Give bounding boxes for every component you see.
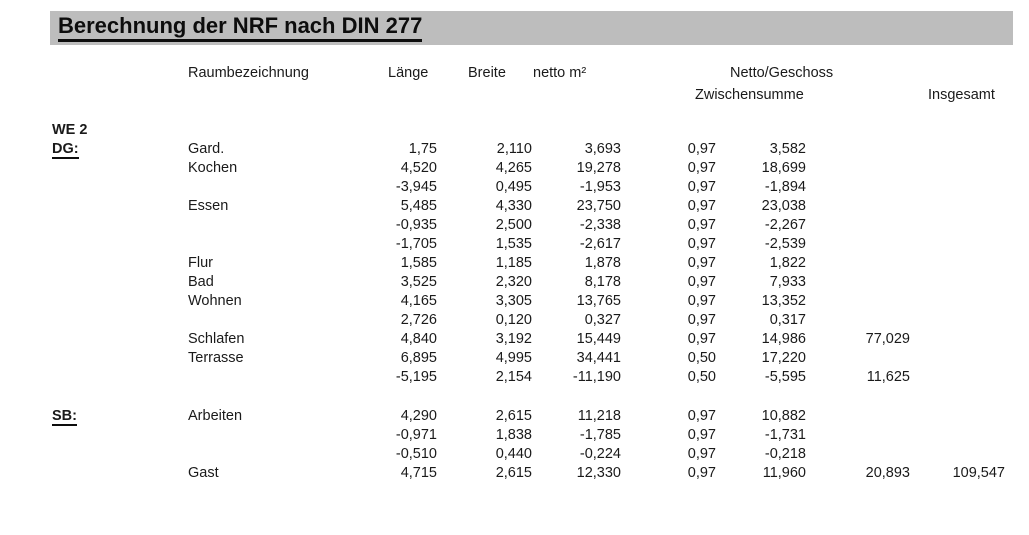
net-m2-value: 12,330 <box>576 465 621 481</box>
section-label: DG: <box>52 141 79 157</box>
net-result-value: 13,352 <box>761 293 806 309</box>
net-result-value: 1,822 <box>769 255 806 271</box>
header-netto-m2: netto m² <box>533 65 587 81</box>
width-value: 2,320 <box>495 274 532 290</box>
length-value: 3,525 <box>400 274 437 290</box>
subtotal-value <box>806 407 910 426</box>
width-value: 3,305 <box>495 293 532 309</box>
net-result-value: -0,218 <box>764 446 806 462</box>
section-label: WE 2 <box>52 122 88 138</box>
subtotal-value <box>806 311 910 330</box>
width-value <box>437 121 532 140</box>
net-m2-value: 19,278 <box>576 160 621 176</box>
subtotal-value <box>806 216 910 235</box>
total-value <box>910 426 1005 445</box>
subtotal-value <box>806 254 910 273</box>
factor-value: 0,50 <box>687 350 716 366</box>
table-row <box>0 292 1029 311</box>
net-result-value: 11,960 <box>762 465 806 481</box>
factor-value: 0,97 <box>687 331 716 347</box>
length-value <box>338 121 437 140</box>
net-result-value: -1,731 <box>764 427 806 443</box>
section-label <box>0 235 188 254</box>
table-row <box>0 311 1029 330</box>
section-label <box>0 159 188 178</box>
room-name: Terrasse <box>188 350 244 366</box>
length-value: -0,971 <box>395 427 437 443</box>
room-name: Gast <box>188 465 219 481</box>
table-row <box>0 235 1029 254</box>
net-result-value: 3,582 <box>769 141 806 157</box>
net-m2-value: -1,953 <box>579 179 621 195</box>
net-result-value: -2,539 <box>764 236 806 252</box>
room-name <box>188 311 338 330</box>
table-row <box>0 368 1029 387</box>
table-body <box>0 121 1029 483</box>
section-label <box>0 178 188 197</box>
net-m2-value: 0,327 <box>584 312 621 328</box>
spacer-row <box>0 387 1029 407</box>
total-value <box>910 407 1005 426</box>
total-value <box>910 216 1005 235</box>
total-value <box>910 292 1005 311</box>
net-result-value: 18,699 <box>761 160 806 176</box>
table-row <box>0 178 1029 197</box>
width-value: 1,838 <box>495 427 532 443</box>
net-m2-value: -11,190 <box>572 369 621 385</box>
total-value <box>910 273 1005 292</box>
room-name: Wohnen <box>188 293 242 309</box>
subtotal-value <box>806 445 910 464</box>
net-result-value: 14,986 <box>761 331 806 347</box>
factor-value: 0,97 <box>687 255 716 271</box>
net-result-value <box>716 121 806 140</box>
net-m2-value: -1,785 <box>579 427 621 443</box>
section-label <box>0 254 188 273</box>
length-value: 6,895 <box>400 350 437 366</box>
factor-value: 0,50 <box>687 369 716 385</box>
table-row <box>0 445 1029 464</box>
room-name <box>188 445 338 464</box>
length-value: 4,165 <box>400 293 437 309</box>
factor-value: 0,97 <box>687 427 716 443</box>
header-insgesamt: Insgesamt <box>928 87 995 103</box>
header-zwischensumme: Zwischensumme <box>695 87 804 103</box>
room-name: Kochen <box>188 160 238 176</box>
net-m2-value <box>532 121 621 140</box>
section-label <box>0 330 188 349</box>
length-value: 1,75 <box>408 141 437 157</box>
table-header <box>0 0 1029 115</box>
total-value <box>910 368 1005 387</box>
net-result-value: 7,933 <box>769 274 806 290</box>
length-value: 5,485 <box>400 198 437 214</box>
table-row <box>0 273 1029 292</box>
room-name <box>188 426 338 445</box>
room-name: Bad <box>188 274 214 290</box>
factor-value: 0,97 <box>687 217 716 233</box>
net-m2-value: -0,224 <box>579 446 621 462</box>
net-m2-value: 8,178 <box>584 274 621 290</box>
room-name <box>188 235 338 254</box>
factor-value: 0,97 <box>687 274 716 290</box>
room-name: Gard. <box>188 141 225 157</box>
length-value: -5,195 <box>395 369 437 385</box>
total-value <box>910 445 1005 464</box>
net-result-value: -1,894 <box>764 179 806 195</box>
factor-value: 0,97 <box>687 312 716 328</box>
table-row <box>0 216 1029 235</box>
net-m2-value: 23,750 <box>576 198 621 214</box>
factor-value: 0,97 <box>687 160 716 176</box>
factor-value: 0,97 <box>687 179 716 195</box>
net-m2-value: 34,441 <box>576 350 621 366</box>
room-name <box>188 121 338 140</box>
table-row <box>0 349 1029 368</box>
width-value: 0,495 <box>495 179 532 195</box>
width-value: 0,440 <box>495 446 532 462</box>
page-title: Berechnung der NRF nach DIN 277 <box>58 13 422 42</box>
subtotal-value: 20,893 <box>865 465 910 481</box>
section-label <box>0 197 188 216</box>
net-m2-value: 1,878 <box>584 255 621 271</box>
section-label <box>0 445 188 464</box>
net-result-value: 0,317 <box>769 312 806 328</box>
width-value: 4,995 <box>495 350 532 366</box>
width-value: 3,192 <box>495 331 532 347</box>
total-value <box>910 159 1005 178</box>
length-value: 4,520 <box>400 160 437 176</box>
factor-value: 0,97 <box>687 236 716 252</box>
table-row <box>0 197 1029 216</box>
room-name <box>188 216 338 235</box>
subtotal-value <box>806 235 910 254</box>
factor-value: 0,97 <box>687 141 716 157</box>
section-label <box>0 273 188 292</box>
width-value: 2,615 <box>495 465 532 481</box>
length-value: -3,945 <box>395 179 437 195</box>
length-value: 2,726 <box>400 312 437 328</box>
factor-value <box>621 121 716 140</box>
header-laenge: Länge <box>388 65 429 81</box>
subtotal-value: 11,625 <box>866 369 910 385</box>
table-row <box>0 464 1029 483</box>
length-value: -1,705 <box>395 236 437 252</box>
section-label <box>0 292 188 311</box>
length-value: 4,840 <box>400 331 437 347</box>
factor-value: 0,97 <box>687 408 716 424</box>
net-m2-value: 13,765 <box>576 293 621 309</box>
subtotal-value <box>806 292 910 311</box>
table-row <box>0 330 1029 349</box>
section-label: SB: <box>52 408 77 424</box>
factor-value: 0,97 <box>687 446 716 462</box>
net-m2-value: 3,693 <box>584 141 621 157</box>
width-value: 1,535 <box>495 236 532 252</box>
width-value: 2,500 <box>495 217 532 233</box>
header-breite: Breite <box>468 65 506 81</box>
section-label <box>0 368 188 387</box>
table-row <box>0 254 1029 273</box>
width-value: 2,615 <box>495 408 532 424</box>
total-value <box>910 235 1005 254</box>
subtotal-value <box>806 273 910 292</box>
total-value <box>910 121 1005 140</box>
net-result-value: 10,882 <box>761 408 806 424</box>
section-label <box>0 311 188 330</box>
table-row <box>0 159 1029 178</box>
net-result-value: 17,220 <box>761 350 806 366</box>
table-row <box>0 407 1029 426</box>
total-value <box>910 349 1005 368</box>
net-m2-value: 11,218 <box>577 408 621 424</box>
room-name <box>188 178 338 197</box>
length-value: 4,290 <box>400 408 437 424</box>
width-value: 2,110 <box>496 141 532 157</box>
net-m2-value: 15,449 <box>576 331 621 347</box>
factor-value: 0,97 <box>687 198 716 214</box>
room-name: Schlafen <box>188 331 245 347</box>
section-label <box>0 464 188 483</box>
total-value <box>910 140 1005 159</box>
width-value: 2,154 <box>495 369 532 385</box>
table-row <box>0 140 1029 159</box>
section-label <box>0 216 188 235</box>
width-value: 0,120 <box>495 312 532 328</box>
width-value: 1,185 <box>495 255 532 271</box>
room-name: Flur <box>188 255 213 271</box>
section-label <box>0 349 188 368</box>
factor-value: 0,97 <box>687 465 716 481</box>
subtotal-value <box>806 121 910 140</box>
length-value: 4,715 <box>400 465 437 481</box>
length-value: -0,935 <box>395 217 437 233</box>
net-m2-value: -2,617 <box>579 236 621 252</box>
header-netto-geschoss: Netto/Geschoss <box>730 65 834 81</box>
subtotal-value: 77,029 <box>865 331 910 347</box>
table-row <box>0 426 1029 445</box>
subtotal-value <box>806 140 910 159</box>
width-value: 4,330 <box>495 198 532 214</box>
subtotal-value <box>806 178 910 197</box>
table-row <box>0 121 1029 140</box>
room-name: Arbeiten <box>188 408 243 424</box>
total-value <box>910 330 1005 349</box>
length-value: -0,510 <box>395 446 437 462</box>
room-name <box>188 368 338 387</box>
subtotal-value <box>806 349 910 368</box>
net-m2-value: -2,338 <box>579 217 621 233</box>
total-value: 109,547 <box>952 465 1005 481</box>
room-name: Essen <box>188 198 229 214</box>
total-value <box>910 197 1005 216</box>
length-value: 1,585 <box>400 255 437 271</box>
subtotal-value <box>806 426 910 445</box>
total-value <box>910 311 1005 330</box>
total-value <box>910 254 1005 273</box>
total-value <box>910 178 1005 197</box>
net-result-value: -5,595 <box>764 369 806 385</box>
subtotal-value <box>806 197 910 216</box>
section-label <box>0 426 188 445</box>
width-value: 4,265 <box>495 160 532 176</box>
net-result-value: 23,038 <box>761 198 806 214</box>
subtotal-value <box>806 159 910 178</box>
header-raumbezeichnung: Raumbezeichnung <box>188 65 309 81</box>
net-result-value: -2,267 <box>764 217 806 233</box>
factor-value: 0,97 <box>687 293 716 309</box>
